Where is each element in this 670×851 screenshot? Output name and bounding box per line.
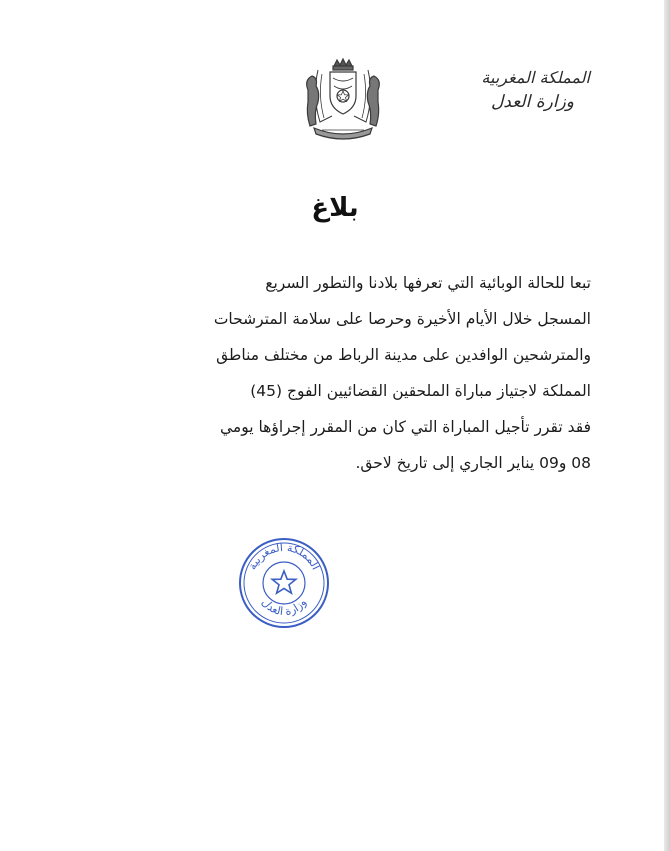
page-title: بلاغ — [311, 193, 359, 223]
official-stamp-icon — [238, 537, 330, 629]
star-icon — [272, 571, 296, 593]
body-line: والمترشحين الوافدين على مدينة الرباط من مختلف مناطق — [216, 346, 591, 364]
ministry-header — [450, 66, 590, 114]
kingdom-name: المملكة المغربية — [481, 68, 590, 87]
body-line: المملكة لاجتياز مباراة الملحقين القضائيين الفوج (45) — [250, 382, 591, 400]
body-line: فقد تقرر تأجيل المباراة التي كان من المقرر إجراؤها يومي — [219, 418, 591, 436]
body-line: 08 و09 يناير الجاري إلى تاريخ لاحق. — [355, 454, 591, 472]
page-edge — [664, 0, 670, 851]
stamp-outer-text: المملكة المغربية — [245, 540, 323, 572]
body-line: المسجل خلال الأيام الأخيرة وحرصا على سلامة المترشحات — [213, 310, 591, 328]
body-line: تبعا للحالة الوبائية التي تعرفها بلادنا والتطور السريع — [265, 274, 591, 292]
stamp-inner-text: وزارة العدل — [258, 595, 309, 619]
moroccan-coat-of-arms-icon — [298, 56, 388, 142]
announcement-body — [66, 265, 591, 481]
ministry-name: وزارة العدل — [490, 92, 574, 112]
